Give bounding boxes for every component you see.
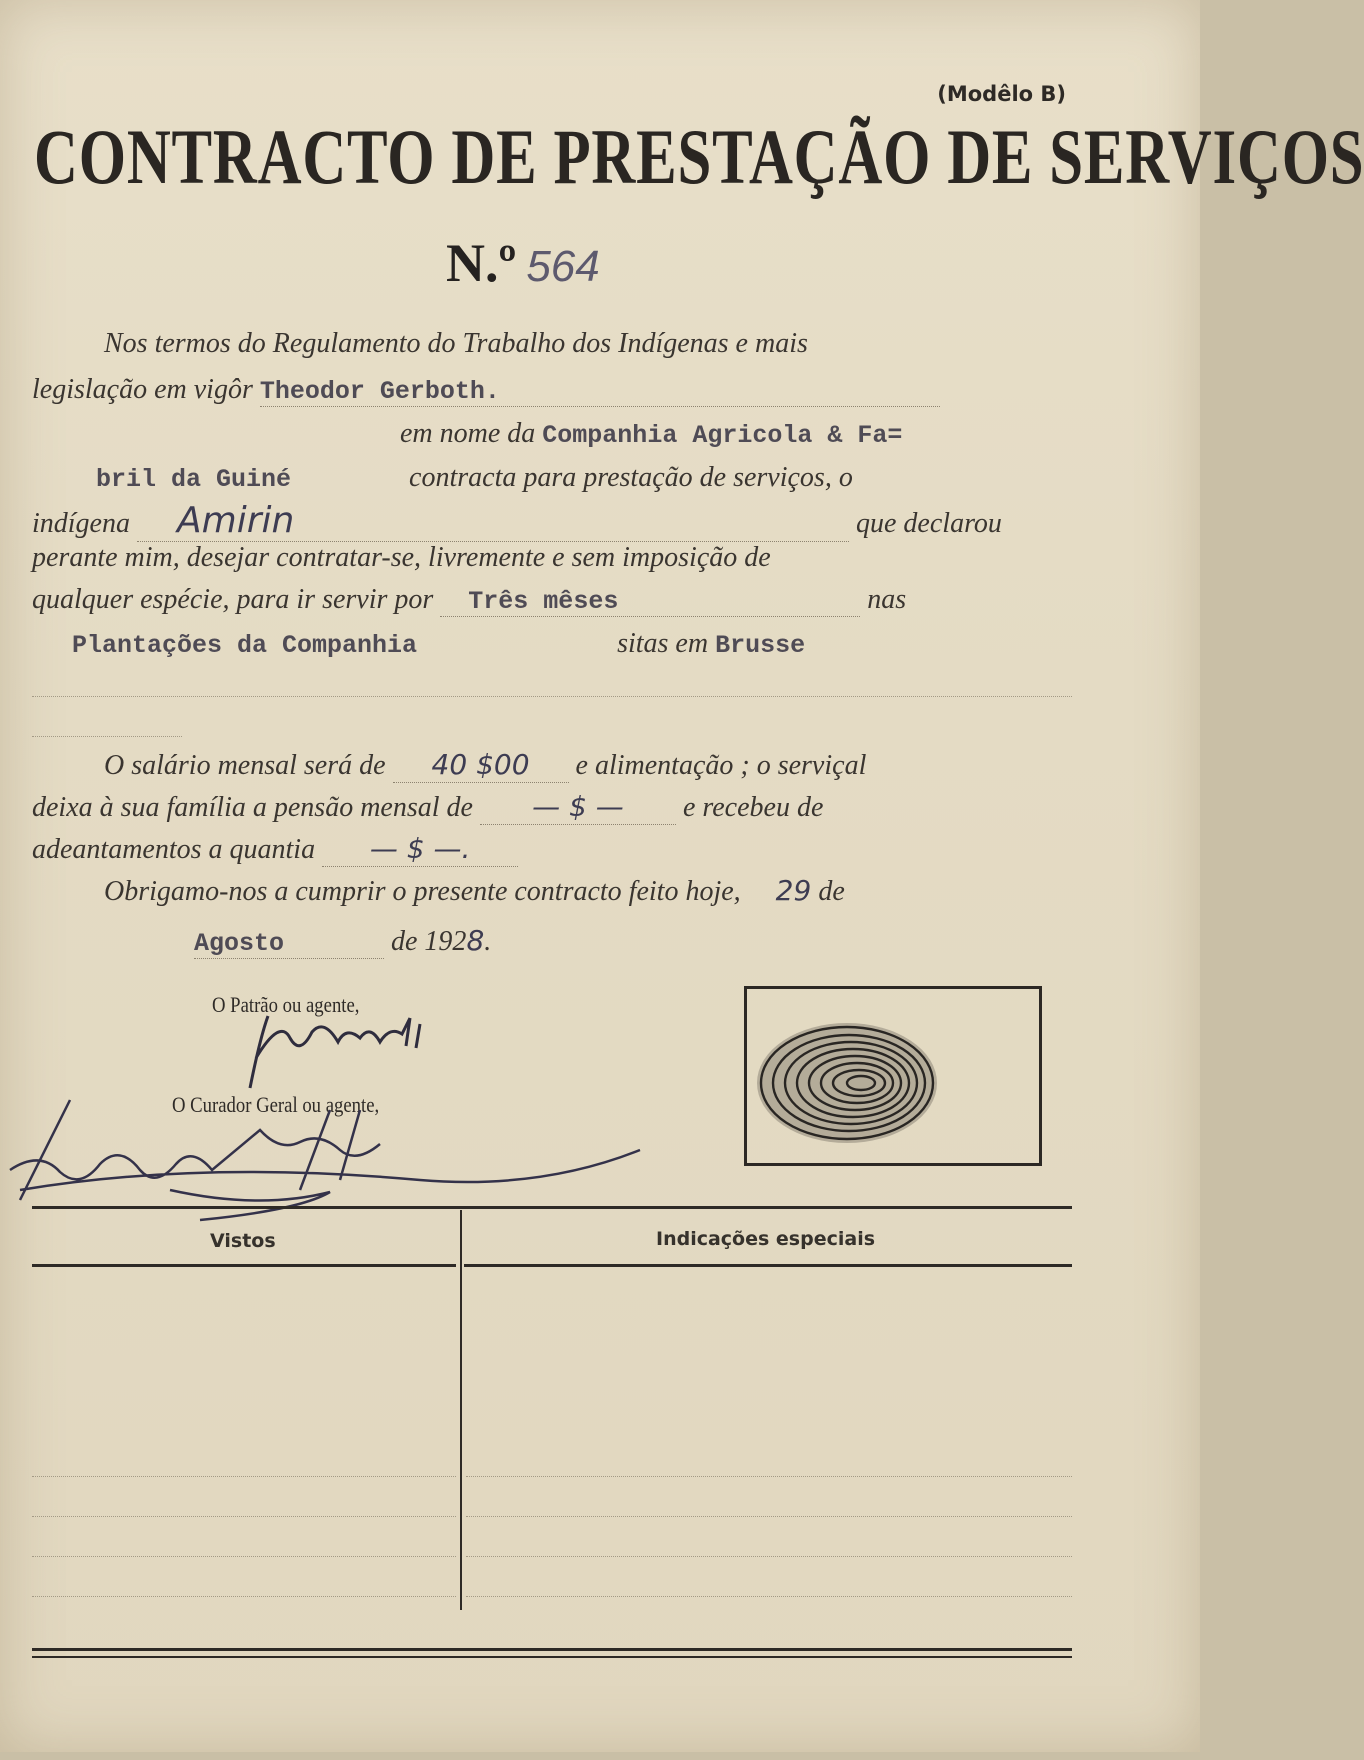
p1-line3: [400, 418, 1090, 450]
p1-line8-mid: sitas em: [617, 628, 709, 659]
thumbprint-box: [744, 986, 1042, 1166]
day-value: 29: [775, 874, 812, 907]
p1-line2: [32, 374, 1078, 407]
blank-line: [32, 696, 1072, 697]
p2-line1-prefix: O salário mensal será de: [104, 750, 386, 781]
dotted-row: [466, 1556, 1072, 1557]
dotted-row: [32, 1556, 456, 1557]
duration-field: [440, 584, 860, 617]
worker-name: Amirin: [177, 500, 295, 541]
table-header-rule-left: [32, 1264, 456, 1267]
dotted-row: [32, 1476, 456, 1477]
p1-line5-prefix: indígena: [32, 508, 130, 539]
p1-line5: [32, 500, 1078, 542]
workplace-value: Plantações da Companhia: [72, 631, 418, 660]
p3-line1: [104, 874, 1084, 908]
pension-field: [480, 790, 676, 825]
salary-field: [393, 748, 569, 783]
month-field: [194, 926, 384, 959]
p1-line7-prefix: qualquer espécie, para ir servir por: [32, 584, 434, 615]
employer-field: [260, 374, 940, 407]
dotted-row: [466, 1476, 1072, 1477]
number-label: N.º: [446, 233, 517, 293]
dotted-row: [32, 1516, 456, 1517]
pension-value: — $ —: [532, 790, 624, 823]
indicacoes-header: Indicações especiais: [656, 1228, 876, 1250]
advance-field: [322, 832, 518, 867]
model-label: (Modêlo B): [937, 82, 1066, 106]
p1-line7-suffix: nas: [867, 584, 907, 615]
contract-number: [446, 232, 600, 294]
company-part1: Companhia Agricola & Fa=: [542, 421, 903, 450]
p3-line2: [194, 924, 1240, 959]
patrao-label: O Patrão ou agente,: [212, 992, 360, 1017]
p2-line3: [32, 832, 1078, 867]
dotted-row: [32, 1596, 456, 1597]
p1-line3-prefix: em nome da: [400, 418, 536, 449]
p3-line2-end: .: [484, 926, 492, 957]
p2-line2-prefix: deixa à sua família a pensão mensal de: [32, 792, 473, 823]
p2-line2: [32, 790, 1078, 825]
document-title: CONTRACTO DE PRESTAÇÃO DE SERVIÇOS: [34, 113, 1364, 200]
table-header-rule-right: [464, 1264, 1072, 1267]
p2-line1: [104, 748, 1084, 783]
p1-line4: [96, 462, 1142, 494]
p2-line1-suffix: e alimentação ; o serviçal: [575, 750, 867, 781]
p3-line1-text: Obrigamo-nos a cumprir o presente contracto feito hoje,: [104, 876, 741, 907]
p3-line2-mid: de 192: [391, 926, 467, 957]
curador-label: O Curador Geral ou agente,: [172, 1092, 380, 1117]
p2-line2-suffix: e recebeu de: [682, 792, 824, 823]
year-digit: 8: [466, 924, 485, 957]
number-value: 564: [526, 242, 600, 291]
worker-field: [137, 500, 849, 542]
p1-line7: [32, 584, 1078, 617]
blank-line: [32, 736, 182, 737]
p1-line6: perante mim, desejar contratar-se, livremente e sem imposição de: [32, 542, 771, 573]
employer-name: Theodor Gerboth.: [259, 377, 500, 406]
p2-line3-prefix: adeantamentos a quantia: [32, 834, 316, 865]
vistos-header: Vistos: [210, 1230, 276, 1252]
curador-signature: [0, 1080, 660, 1220]
salary-value: 40 $00: [431, 748, 530, 781]
dotted-row: [466, 1516, 1072, 1517]
thumbprint-image: [747, 989, 1039, 1163]
p1-line4-suffix: contracta para prestação de serviços, o: [409, 462, 853, 493]
table-divider: [460, 1210, 462, 1610]
location-value: Brusse: [715, 631, 806, 660]
p1-line5-suffix: que declarou: [856, 508, 1002, 539]
month-value: Agosto: [194, 929, 285, 958]
table-top-rule: [32, 1206, 1072, 1209]
table-bottom-rule: [32, 1648, 1072, 1651]
advance-value: — $ —.: [369, 832, 471, 865]
duration-value: Três mêses: [468, 587, 619, 616]
dotted-row: [466, 1596, 1072, 1597]
table-bottom-rule-2: [32, 1656, 1072, 1658]
company-part2: bril da Guiné: [96, 465, 292, 494]
p3-line1-suffix: de: [818, 876, 845, 907]
p1-line1: Nos termos do Regulamento do Trabalho dos Indígenas e mais: [104, 328, 808, 359]
p1-line8: [72, 628, 1118, 660]
p1-line2-prefix: legislação em vigôr: [32, 374, 253, 405]
